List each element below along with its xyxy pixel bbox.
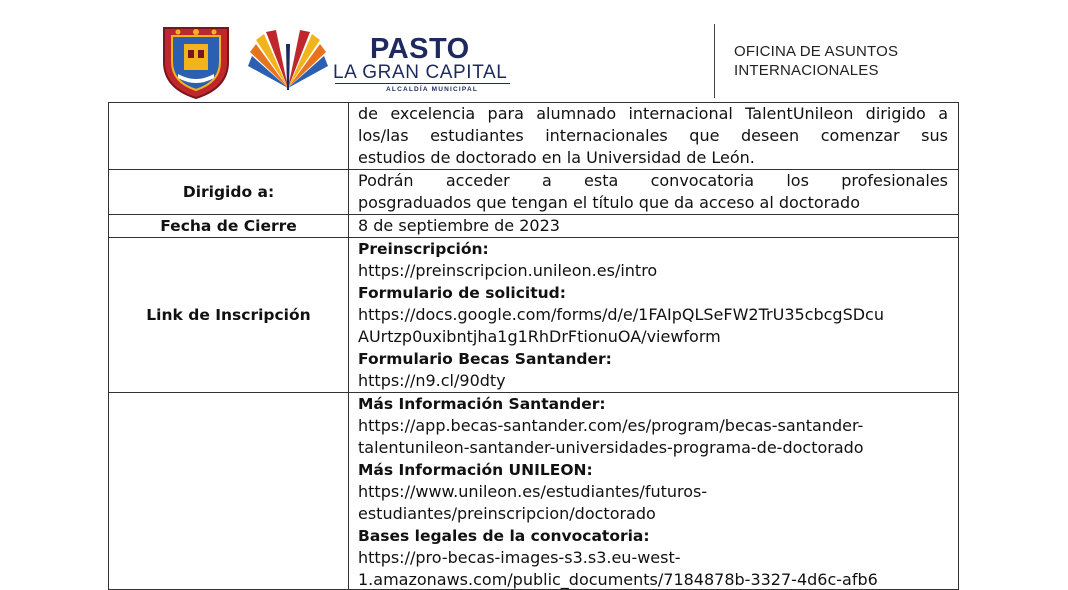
- description-line-3: estudios de doctorado en la Universidad de León.: [358, 148, 755, 167]
- table-row-link: [109, 238, 959, 393]
- unileon-info-heading: Más Información UNILEON:: [358, 461, 593, 479]
- description-line-1: de excelencia para alumnado internacional TalentUnileon dirigido a: [358, 104, 948, 123]
- row-value-info: [349, 393, 959, 590]
- document-header: [0, 0, 1068, 102]
- bases-link-line-1[interactable]: https://pro-becas-images-s3.s3.eu-west-: [358, 548, 681, 567]
- formulario-link-line-1[interactable]: https://docs.google.com/forms/d/e/1FAIpQLSeFW2TrU35cbcgSDcu: [358, 305, 884, 324]
- row-label-fecha: Fecha de Cierre: [109, 215, 349, 238]
- dirigido-line-1: Podrán acceder a esta convocatoria los profesionales: [358, 171, 948, 190]
- santander-info-link-line-2[interactable]: talentunileon-santander-universidades-programa-de-doctorado: [358, 438, 864, 457]
- santander-form-link[interactable]: https://n9.cl/90dty: [358, 371, 506, 390]
- brand-divider: [335, 83, 510, 84]
- office-name-line2: INTERNACIONALES: [734, 62, 879, 79]
- unileon-info-link-line-2[interactable]: estudiantes/preinscripcion/doctorado: [358, 504, 656, 523]
- formulario-heading: Formulario de solicitud:: [358, 284, 566, 302]
- bases-link-clip: [358, 547, 948, 589]
- table-row-description: [109, 103, 959, 170]
- row-label-link: Link de Inscripción: [109, 238, 349, 393]
- row-label-info: [109, 393, 349, 590]
- row-value-link: [349, 238, 959, 393]
- bases-link-line-2[interactable]: 1.amazonaws.com/public_documents/7184878b-3327-4d6c-afb6: [358, 570, 878, 589]
- header-divider: [714, 24, 715, 98]
- table-row-fecha: [109, 215, 959, 238]
- office-name-line1: OFICINA DE ASUNTOS: [734, 43, 899, 60]
- coat-of-arms-icon: [158, 22, 234, 100]
- row-label-dirigido: Dirigido a:: [109, 170, 349, 215]
- description-line-2: los/las estudiantes internacionales que deseen comenzar sus: [358, 126, 948, 145]
- info-table: [108, 102, 959, 590]
- unileon-info-link-line-1[interactable]: https://www.unileon.es/estudiantes/futuros-: [358, 482, 708, 501]
- row-label: [109, 103, 349, 170]
- fecha-value: 8 de septiembre de 2023: [349, 215, 959, 238]
- office-name: [734, 42, 898, 80]
- preinscripcion-link[interactable]: https://preinscripcion.unileon.es/intro: [358, 261, 658, 280]
- formulario-link-line-2[interactable]: AUrtzp0uxibntjha1g1RhDrFtionuOA/viewform: [358, 327, 721, 346]
- table-row-dirigido: [109, 170, 959, 215]
- table-row-info: [109, 393, 959, 590]
- brand-title: PASTO: [370, 33, 470, 65]
- preinscripcion-heading: Preinscripción:: [358, 240, 489, 258]
- bases-heading: Bases legales de la convocatoria:: [358, 527, 650, 545]
- row-value: [349, 103, 959, 170]
- dirigido-line-2: posgraduados que tengan el título que da acceso al doctorado: [358, 193, 860, 212]
- brand-caption: ALCALDÍA MUNICIPAL: [386, 86, 479, 93]
- bird-logo-icon: [246, 24, 330, 94]
- santander-info-link-line-1[interactable]: https://app.becas-santander.com/es/program/becas-santander-: [358, 416, 864, 435]
- row-value-dirigido: [349, 170, 959, 215]
- santander-info-heading: Más Información Santander:: [358, 395, 606, 413]
- brand-subtitle: LA GRAN CAPITAL: [333, 62, 508, 83]
- santander-form-heading: Formulario Becas Santander:: [358, 350, 612, 368]
